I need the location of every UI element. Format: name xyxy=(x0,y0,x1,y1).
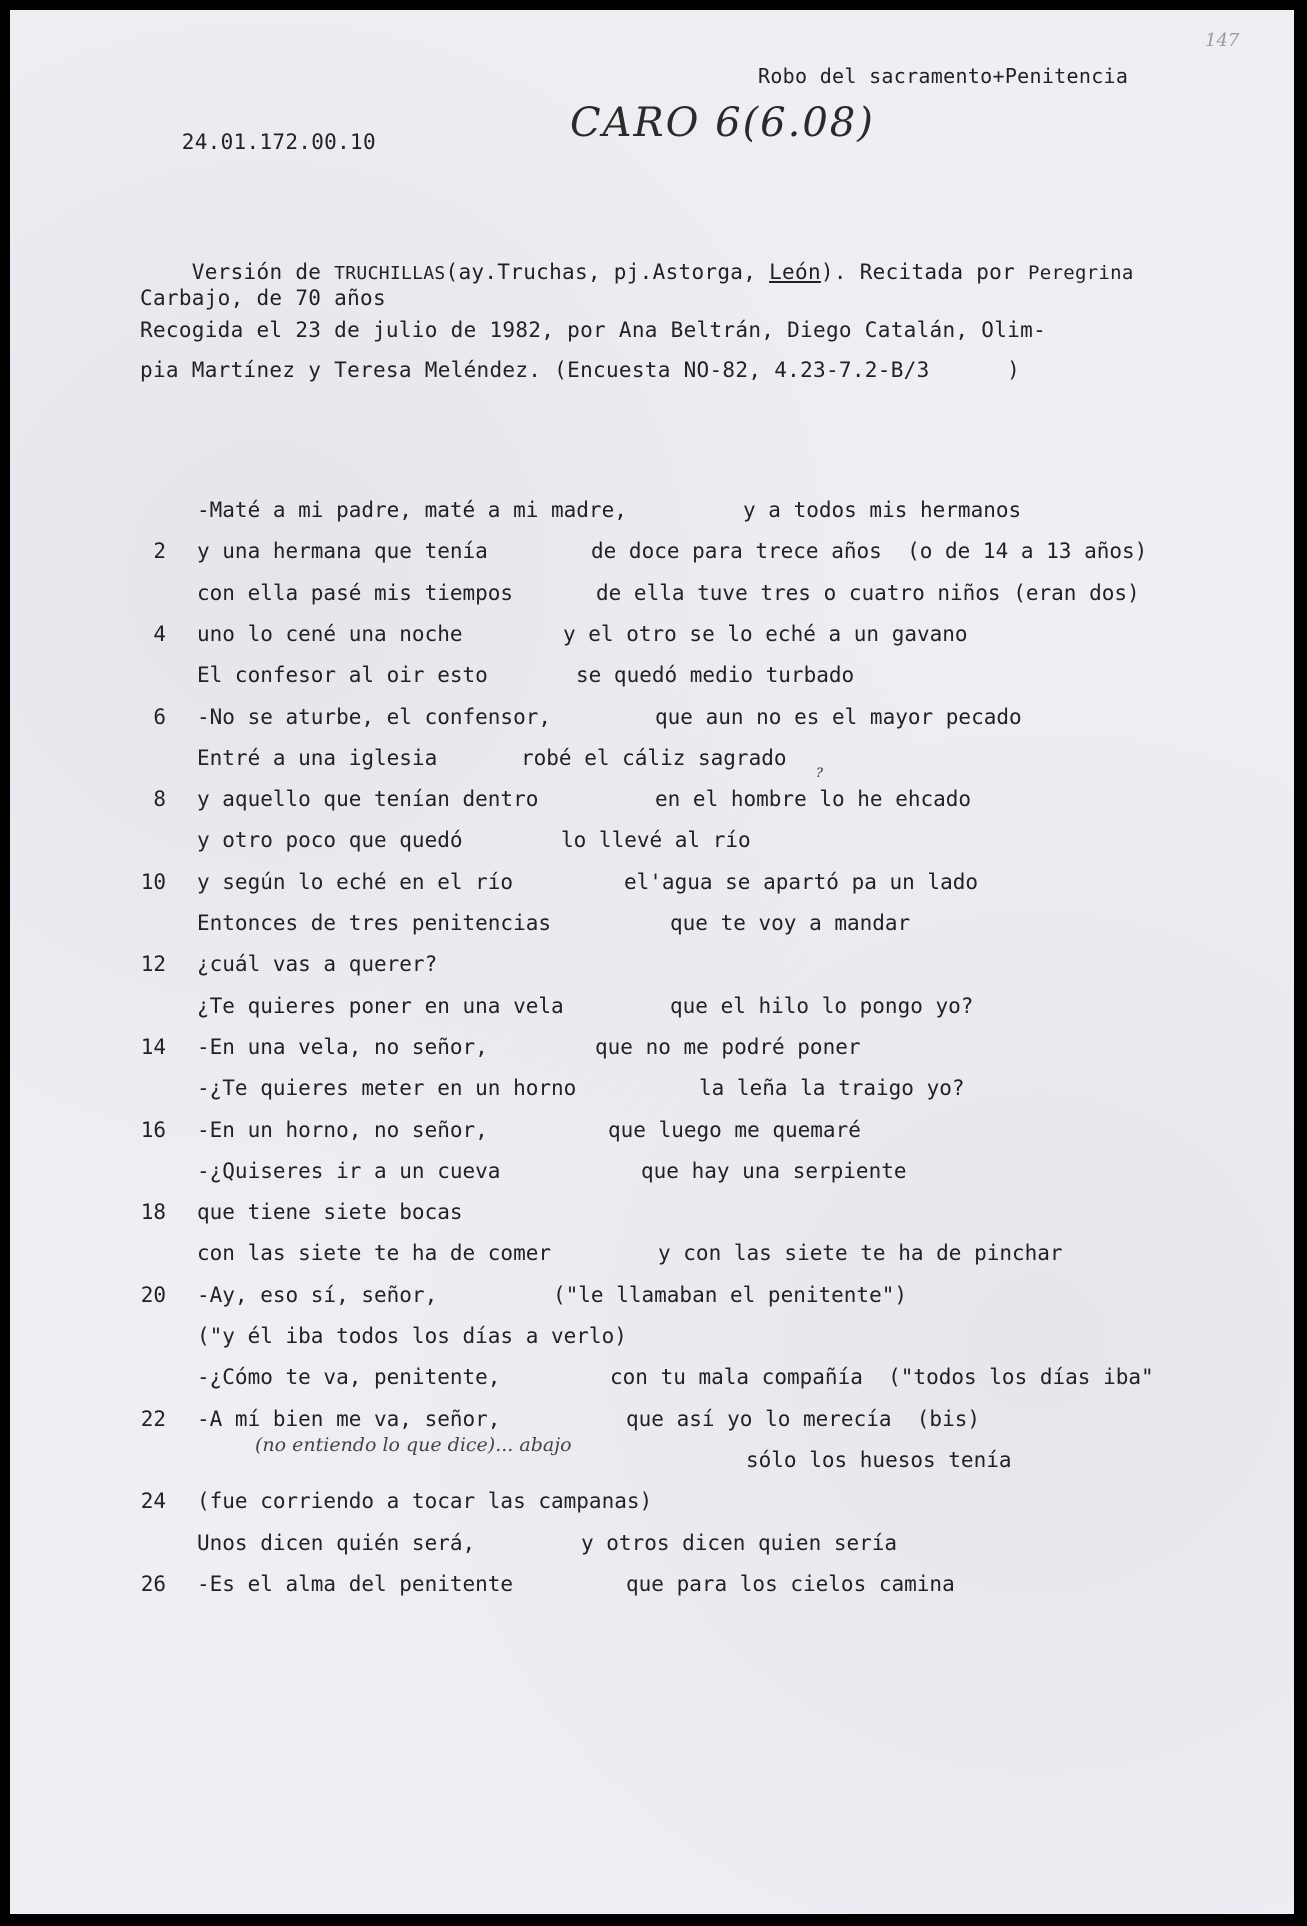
verse-number: 8 xyxy=(153,787,166,811)
verse-first-hemistich: ¿Te quieres poner en una vela xyxy=(197,994,564,1018)
verse-number: 24 xyxy=(140,1489,166,1513)
verse-first-hemistich: y aquello que tenían dentro xyxy=(197,787,539,811)
verse-first-hemistich: ¿cuál vas a querer? xyxy=(197,952,438,976)
verse-first-hemistich: y una hermana que tenía xyxy=(197,539,488,563)
verse-second-hemistich: lo llevé al río xyxy=(561,828,751,852)
verse-second-hemistich: y el otro se lo eché a un gavano xyxy=(563,622,968,646)
handwritten-margin-note: (no entiendo lo que dice)... abajo xyxy=(255,1434,572,1456)
verse-number: 12 xyxy=(140,952,166,976)
verse-first-hemistich: y según lo eché en el río xyxy=(197,870,514,894)
verse-second-hemistich: que no me podré poner xyxy=(595,1035,861,1059)
verse-second-hemistich: la leña la traigo yo? xyxy=(699,1076,965,1100)
verse-first-hemistich: uno lo cené una noche xyxy=(197,622,463,646)
intro-line-2: Carbajo, de 70 años xyxy=(140,286,386,310)
verse-number: 2 xyxy=(153,539,166,563)
verse-first-hemistich: y otro poco que quedó xyxy=(197,828,463,852)
verse-second-hemistich: el'agua se apartó pa un lado xyxy=(624,870,979,894)
intro-mid: (ay.Truchas, pj.Astorga, xyxy=(445,260,770,284)
verse-first-hemistich: Entré a una iglesia xyxy=(197,746,438,770)
intro-name: Peregrina xyxy=(1027,262,1134,284)
verse-first-hemistich: con las siete te ha de comer xyxy=(197,1241,552,1265)
document-code-main: 24.01.172.00. xyxy=(181,130,351,154)
verse-second-hemistich: que así yo lo merecía (bis) xyxy=(626,1407,981,1431)
verse-second-hemistich: en el hombre lo he ehcado xyxy=(655,787,972,811)
verse-first-hemistich: (fue corriendo a tocar las campanas) xyxy=(197,1489,653,1513)
verse-second-hemistich: y otros dicen quien sería xyxy=(581,1531,898,1555)
verse-number: 26 xyxy=(140,1572,166,1596)
document-code xyxy=(130,106,376,178)
verse-first-hemistich: que tiene siete bocas xyxy=(197,1200,463,1224)
verse-first-hemistich: Unos dicen quién será, xyxy=(197,1531,476,1555)
intro-place: TRUCHILLAS xyxy=(334,263,446,284)
verse-second-hemistich: y con las siete te ha de pinchar xyxy=(658,1241,1063,1265)
question-mark-note: ? xyxy=(816,766,823,781)
verse-first-hemistich: -En una vela, no señor, xyxy=(197,1035,488,1059)
intro-line-3: Recogida el 23 de julio de 1982, por Ana Beltrán, Diego Catalán, Olim- xyxy=(140,318,1047,342)
verse-first-hemistich: Entonces de tres penitencias xyxy=(197,911,552,935)
intro-province: León xyxy=(769,260,821,284)
verse-first-hemistich: ("y él iba todos los días a verlo) xyxy=(197,1324,627,1348)
verse-first-hemistich: -No se aturbe, el confensor, xyxy=(197,705,552,729)
verse-second-hemistich: que hay una serpiente xyxy=(641,1159,907,1183)
verse-number: 14 xyxy=(140,1035,166,1059)
handwritten-reference: CARO 6(6.08) xyxy=(570,100,875,146)
verse-number: 20 xyxy=(140,1283,166,1307)
verse-number: 4 xyxy=(153,622,166,646)
document-page xyxy=(10,10,1294,1914)
verse-first-hemistich: -¿Te quieres meter en un horno xyxy=(197,1076,577,1100)
verse-second-hemistich: que luego me quemaré xyxy=(608,1118,861,1142)
verse-first-hemistich: -Ay, eso sí, señor, xyxy=(197,1283,438,1307)
verse-second-hemistich: robé el cáliz sagrado xyxy=(521,746,787,770)
verse-second-hemistich: que para los cielos camina xyxy=(626,1572,955,1596)
verse-first-hemistich: con ella pasé mis tiempos xyxy=(197,581,514,605)
verse-second-hemistich: sólo los huesos tenía xyxy=(746,1448,1012,1472)
verse-number: 16 xyxy=(140,1118,166,1142)
intro-line-4: pia Martínez y Teresa Meléndez. (Encuesta NO-82, 4.23-7.2-B/3 ) xyxy=(140,358,1021,382)
verse-second-hemistich: que te voy a mandar xyxy=(670,911,911,935)
document-code-suffix: 10 xyxy=(350,130,376,154)
document-title: Robo del sacramento+Penitencia xyxy=(758,64,1129,88)
verse-number: 10 xyxy=(140,870,166,894)
pencil-page-number: 147 xyxy=(1205,30,1240,51)
verse-first-hemistich: -¿Cómo te va, penitente, xyxy=(197,1365,501,1389)
verse-second-hemistich: con tu mala compañía ("todos los días iba" xyxy=(610,1365,1154,1389)
verse-second-hemistich: de doce para trece años (o de 14 a 13 años) xyxy=(591,539,1148,563)
verse-first-hemistich: -A mí bien me va, señor, xyxy=(197,1407,501,1431)
verse-number: 18 xyxy=(140,1200,166,1224)
intro-suffix: ). Recitada por xyxy=(820,260,1028,284)
verse-second-hemistich: se quedó medio turbado xyxy=(576,663,855,687)
verse-first-hemistich: -En un horno, no señor, xyxy=(197,1118,488,1142)
verse-first-hemistich: -¿Quiseres ir a un cueva xyxy=(197,1159,501,1183)
verse-second-hemistich: y a todos mis hermanos xyxy=(743,498,1022,522)
verse-second-hemistich: que aun no es el mayor pecado xyxy=(655,705,1022,729)
verse-first-hemistich: El confesor al oir esto xyxy=(197,663,488,687)
verse-first-hemistich: -Es el alma del penitente xyxy=(197,1572,514,1596)
verse-number: 6 xyxy=(153,705,166,729)
verse-first-hemistich: -Maté a mi padre, maté a mi madre, xyxy=(197,498,627,522)
verse-number: 22 xyxy=(140,1407,166,1431)
verse-second-hemistich: ("le llamaban el penitente") xyxy=(553,1283,908,1307)
intro-prefix: Versión de xyxy=(191,260,335,284)
verse-second-hemistich: que el hilo lo pongo yo? xyxy=(670,994,974,1018)
verse-second-hemistich: de ella tuve tres o cuatro niños (eran dos) xyxy=(596,581,1140,605)
